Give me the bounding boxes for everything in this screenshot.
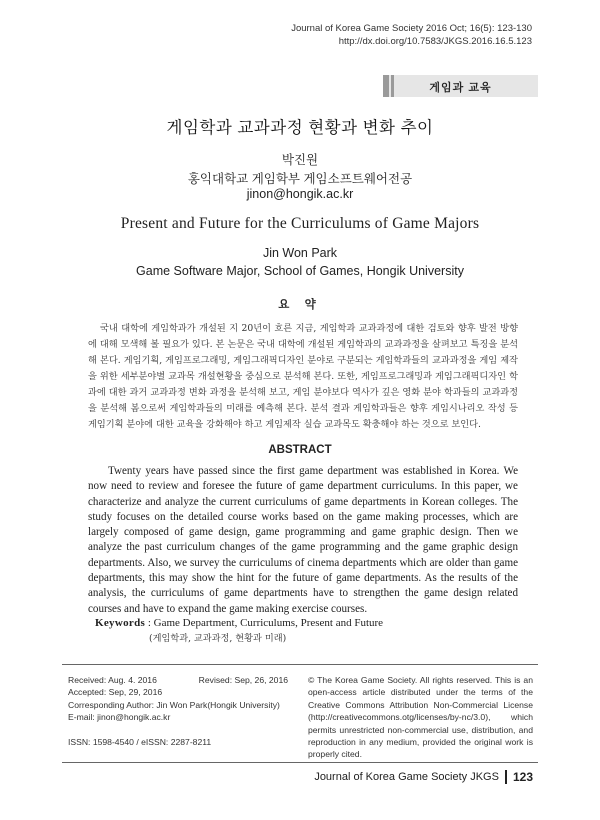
received-date: Received: Aug. 4. 2016 [68, 675, 157, 685]
footer-divider [62, 664, 538, 665]
keywords-english: Game Department, Curriculums, Present and Future [153, 617, 384, 629]
affiliation-korean: 홍익대학교 게임학부 게임소프트웨어전공 [187, 172, 413, 186]
keywords-separator: : [147, 617, 151, 629]
footer-journal-name: Journal of Korea Game Society JKGS [314, 771, 499, 783]
abstract-korean-text: 국내 대학에 게임학과가 개설된 지 20년이 흐른 지금, 게임학과 교과과정에 대한 검토와 향후 발전 방향에 대해 모색해 볼 필요가 있다. 본 논문은 국내 대학에 개설된 게임학과의 교과과정을 살펴보고 특징을 분석해 본다. 게임기획, 게임프로그래밍, 게임그래픽디자인 분야로 구분되는 게임학과들의 교과과정을 게임 제작을 위한 세부분야별 교과목 개설현황을 중심으로 분석해 본다. 또한, 게임프로그래밍과 게임그래픽디자인 학과에 대한 과거 교과과정 변화 과정을 분석해 보고, 게임 분야보다 역사가 깊은 영화 분야 학과들의 교과과정을 분석해 봄으로써 게임학과들의 미래를 예측해 본다. 분석 결과 게임학과들은 향후 게임시나리오 작성 등 게임기획 분야에 대한 교육을 강화해야 하고 게임제작 실습 교과목도 확충해야 하는 것으로 보인다. [88, 323, 518, 430]
keywords [95, 615, 383, 647]
keywords-korean: (게임학과, 교과과정, 현황과 미래) [149, 633, 287, 644]
paper-title-korean: 게임학과 교과과정 현황과 변화 추이 [166, 119, 434, 137]
abstract-english-heading: ABSTRACT [268, 444, 332, 456]
keywords-label: Keywords [95, 617, 146, 629]
footer-separator [505, 770, 507, 784]
journal-citation: Journal of Korea Game Society 2016 Oct; 16(5): 123-130 [291, 23, 532, 34]
abstract-korean-heading: 요 약 [278, 299, 322, 311]
affiliation-english: Game Software Major, School of Games, Hongik University [136, 264, 464, 278]
revised-date: Revised: Sep, 26, 2016 [198, 675, 288, 685]
paper-title-english: Present and Future for the Curriculums of Game Majors [120, 215, 480, 232]
page-number: 123 [512, 770, 533, 784]
corresponding-author: Corresponding Author: Jin Won Park(Hongik University) [68, 699, 280, 710]
issn: ISSN: 1598-4540 / eISSN: 2287-8211 [68, 736, 212, 747]
page-footer-divider [62, 762, 538, 763]
article-history [68, 674, 303, 748]
page-footer [314, 770, 533, 784]
accepted-date: Accepted: Sep, 29, 2016 [68, 687, 163, 698]
category-banner [383, 75, 538, 97]
journal-info [291, 22, 532, 48]
journal-doi: http://dx.doi.org/10.7583/JKGS.2016.16.5.123 [338, 36, 532, 47]
license-notice: © The Korea Game Society. All rights reserved. This is an open-access article distributed under the terms of the Creative Commons Attribution Non-Commercial License (http://creativecommons.otg/licenses/by-nc/3.0), which permits unrestricted non-commercial use, distribution, and reproduction in any medium, provided the original work is properly cited. [308, 675, 533, 760]
category-label: 게임과 교육 [429, 82, 492, 94]
abstract-korean [88, 321, 518, 433]
history-dates [68, 674, 303, 686]
corresponding-email: E-mail: jinon@hongik.ac.kr [68, 712, 171, 723]
author-english: Jin Won Park [262, 246, 338, 260]
abstract-english [88, 464, 518, 617]
author-korean: 박진원 [281, 153, 319, 167]
abstract-english-text: Twenty years have passed since the first game department was established in Korea. We now need to review and foresee the future of game department curriculums. In this paper, we characterize and analyze the current curriculums of game departments in Korean colleges. The study focuses on the detailed course works based on the game making processes, which are largely composed of game design, game programming and game graphic design. Then we analyze the past curriculum changes of the game programming and the game graphic design departments. Also, we survey the curriculums of cinema departments which are older than game departments, this may show the hint for the future of game departments. As the results of the analysis, the curriculums of game departments have to strengthen the game design related courses and have to expand the game making exercise courses. [88, 465, 518, 615]
author-email: jinon@hongik.ac.kr [246, 187, 354, 201]
